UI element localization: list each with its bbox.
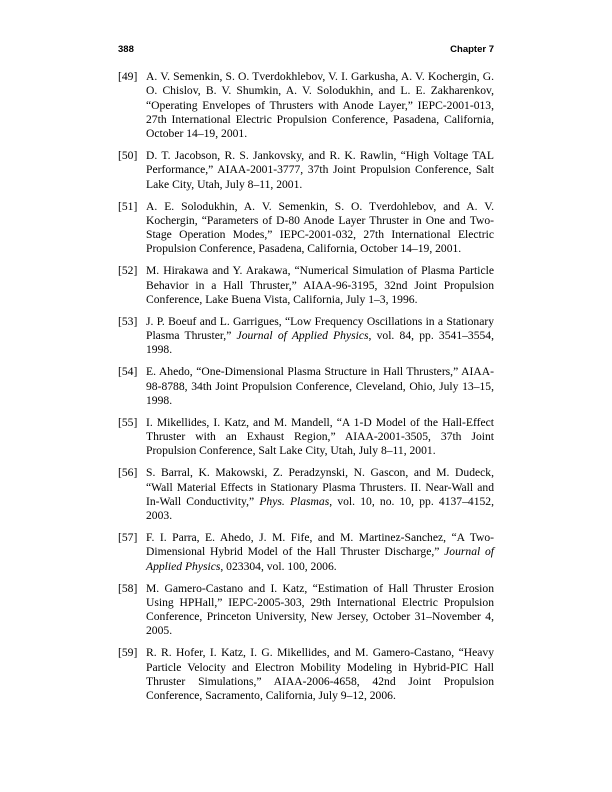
- reference-text: A. E. Solodukhin, A. V. Semenkin, S. O. Tverdohlebov, and A. V. Kochergin, “Parameters of D-80 Anode Layer Thruster in One and Two-Stage Operation Modes,” IEPC-2001-032, 27th International Electric Propulsion Conference, Pasadena, California, October 14–19, 2001.: [146, 199, 494, 256]
- reference-number: [52]: [118, 264, 138, 278]
- reference-number: [55]: [118, 415, 138, 429]
- reference-number: [56]: [118, 466, 138, 480]
- page-number: 388: [118, 44, 134, 55]
- reference-number: [54]: [118, 365, 138, 379]
- reference-text: R. R. Hofer, I. Katz, I. G. Mikellides, and M. Gamero-Castano, “Heavy Particle Velocity and Electron Mobility Modeling in Hybrid-PIC Hall Thruster Simulations,” AIAA-2006-4658, 42nd Joint Propulsion Conference, Sacramento, California, July 9–12, 2006.: [146, 646, 494, 703]
- reference-journal: Phys. Plasmas: [259, 494, 330, 508]
- reference-text: E. Ahedo, “One-Dimensional Plasma Structure in Hall Thrusters,” AIAA-98-8788, 34th Joint Propulsion Conference, Cleveland, Ohio, July 13–15, 1998.: [146, 365, 494, 407]
- reference-text: S. Barral, K. Makowski, Z. Peradzynski, N. Gascon, and M. Dudeck, “Wall Material Effects in Stationary Plasma Thrusters. II. Near-Wall and In-Wall Conductivity,”: [146, 466, 494, 508]
- reference-text: A. V. Semenkin, S. O. Tverdokhlebov, V. I. Garkusha, A. V. Kochergin, G. O. Chislov, B. V. Shumkin, A. V. Solodukhin, and L. E. Zakharenkov, “Operating Envelopes of Thrusters with Anode Layer,” IEPC-2001-013, 27th International Electric Propulsion Conference, Pasadena, California, October 14–19, 2001.: [146, 70, 494, 141]
- reference-item: [118, 466, 494, 523]
- reference-text-end: , vol. 10, no. 10, pp. 4137–4152, 2003.: [146, 494, 494, 523]
- reference-journal: Journal of Applied Physics: [236, 329, 369, 343]
- reference-item: [118, 70, 494, 141]
- reference-item: [118, 149, 494, 192]
- reference-item: [118, 582, 494, 639]
- reference-item: [118, 264, 494, 307]
- reference-text: J. P. Boeuf and L. Garrigues, “Low Frequency Oscillations in a Stationary Plasma Thruster,”: [146, 314, 494, 343]
- reference-item: [118, 200, 494, 257]
- reference-text: D. T. Jacobson, R. S. Jankovsky, and R. K. Rawlin, “High Voltage TAL Performance,” AIAA-2001-3777, 37th Joint Propulsion Conference, Salt Lake City, Utah, July 8–11, 2001.: [146, 149, 494, 191]
- reference-number: [58]: [118, 581, 138, 595]
- reference-number: [53]: [118, 314, 138, 328]
- reference-list: [118, 70, 494, 711]
- reference-text: I. Mikellides, I. Katz, and M. Mandell, “A 1-D Model of the Hall-Effect Thruster with an Exhaust Region,” AIAA-2001-3505, 37th Joint Propulsion Conference, Salt Lake City, Utah, July 8–11, 2001.: [146, 415, 494, 458]
- reference-text: M. Hirakawa and Y. Arakawa, “Numerical Simulation of Plasma Particle Behavior in a Hall Thruster,” AIAA-96-3195, 32nd Joint Propulsion Conference, Lake Buena Vista, California, July 1–3, 1996.: [146, 264, 494, 306]
- reference-number: [57]: [118, 531, 138, 545]
- chapter-title: Chapter 7: [450, 44, 494, 55]
- reference-item: [118, 416, 494, 459]
- reference-text: F. I. Parra, E. Ahedo, J. M. Fife, and M. Martinez-Sanchez, “A Two-Dimensional Hybrid Model of the Hall Thruster Discharge,”: [146, 531, 494, 559]
- reference-item: [118, 531, 494, 574]
- reference-text-end: , vol. 84, pp. 3541–3554, 1998.: [146, 329, 494, 357]
- reference-number: [59]: [118, 646, 138, 660]
- reference-item: [118, 365, 494, 408]
- reference-number: [50]: [118, 149, 138, 163]
- reference-item: [118, 315, 494, 358]
- reference-item: [118, 646, 494, 703]
- reference-text: M. Gamero-Castano and I. Katz, “Estimation of Hall Thruster Erosion Using HPHall,” IEPC-2005-303, 29th International Electric Propulsion Conference, Princeton University, New Jersey, October 31–November 4, 2005.: [146, 581, 494, 638]
- reference-number: [51]: [118, 199, 138, 213]
- reference-number: [49]: [118, 70, 138, 83]
- reference-journal: Journal of Applied Physics: [146, 545, 495, 573]
- reference-text-end: , 023304, vol. 100, 2006.: [220, 559, 337, 573]
